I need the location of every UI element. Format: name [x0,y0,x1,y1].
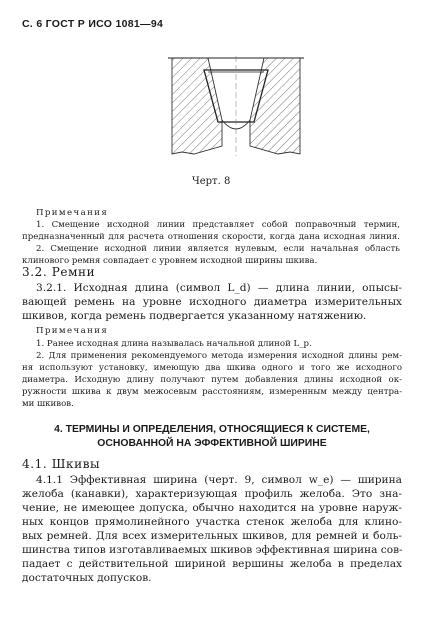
paragraph-line: чение, не имеющее допуска, обычно находится на уровне наруж- [22,502,402,514]
notes-block [22,338,402,410]
page-header: С. 6 ГОСТ Р ИСО 1081—94 [22,18,164,30]
note-line: ружности шкива к двум межосевым расстояниям, измеренным между центра- [22,387,402,397]
chapter-heading-line: 4. ТЕРМИНЫ И ОПРЕДЕЛЕНИЯ, ОТНОСЯЩИЕСЯ К СИСТЕМЕ, [54,424,370,435]
chapter-heading [22,423,402,451]
paragraph-line: 4.1.1 Эффективная ширина (черт. 9, символ w_e) — ширина [36,474,402,486]
note-line: ми шкивов. [22,399,74,409]
paragraph-line: шкивов, когда ремень подвергается указанному натяжению. [22,310,367,322]
note-line: предназначенный для расчета отношения скорости, когда дана исходная линия. [22,232,400,242]
section-paragraph [22,473,402,585]
paragraph-line: вающей ремень на уровне исходного диаметра измерительных [22,296,402,308]
notes-title: Примечания [36,208,109,218]
paragraph-line: достаточных допусков. [22,572,152,584]
note-line: диаметра. Исходную длину получают путем добавления длины исходной ок- [22,375,402,385]
note-line: ня используют установку, имеющую два шкива одного и того же исходного [22,363,402,373]
paragraph-line: 3.2.1. Исходная длина (символ L_d) — длина линии, опысы- [36,282,402,294]
notes-block [22,219,400,267]
note-line: 1. Ранее исходная длина называлась начальной длиной L_p. [36,339,312,349]
groove-cross-section-figure [168,56,304,156]
paragraph-line: шинства типов изготавливаемых шкивов эффективная ширина сов- [22,544,403,556]
paragraph-line: падает с действительной шириной вершины желоба в пределах [22,558,402,570]
note-line: 2. Смещение исходной линии является нулевым, если начальная область [36,244,400,254]
note-line: 1. Смещение исходной линии представляет собой поправочный термин, [36,220,400,230]
section-paragraph [22,281,402,323]
note-line: клинового ремня совпадает с уровнем исходной ширины шкива. [22,256,318,266]
section-heading: 4.1. Шкивы [22,457,101,471]
section-heading: 3.2. Ремни [22,265,96,279]
paragraph-line: вых ремней. Для всех измерительных шкивов, для ремней и боль- [22,530,402,542]
paragraph-line: ных концов прямолинейного участка стенок желоба для клино- [22,516,402,528]
note-line: 2. Для применения рекомендуемого метода измерения исходной длины рем- [36,351,402,361]
figure-caption: Черт. 8 [192,176,231,187]
notes-title: Примечания [36,326,109,336]
paragraph-line: желоба (канавки), характеризующая профиль желоба. Это зна- [22,488,402,500]
chapter-heading-line: ОСНОВАННОЙ НА ЭФФЕКТИВНОЙ ШИРИНЕ [97,438,327,449]
